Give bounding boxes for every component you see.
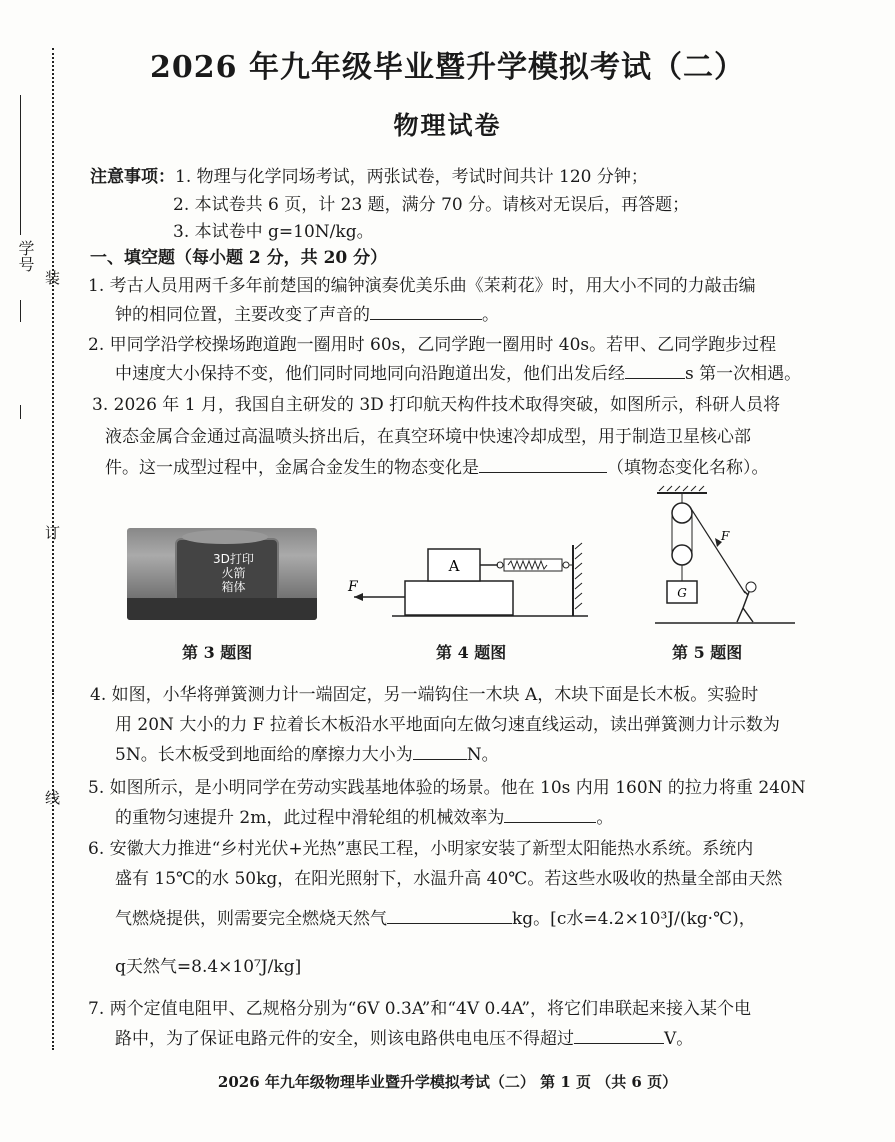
q4-text: 5N。长木板受到地面给的摩擦力大小为 bbox=[115, 745, 413, 765]
notice-label: 注意事项： bbox=[90, 167, 175, 187]
q6-line bbox=[115, 904, 756, 929]
binding-char-zhuang: 装 bbox=[43, 270, 61, 285]
q4-line: 4. 如图，小华将弹簧测力计一端固定，另一端钩住一木块 A，木块下面是长木板。实验时 bbox=[90, 685, 759, 705]
answer-blank[interactable] bbox=[479, 455, 607, 473]
fig3-caption: 第 3 题图 bbox=[182, 643, 253, 662]
answer-blank[interactable] bbox=[574, 1026, 664, 1044]
fig3-label: 火箭 bbox=[221, 566, 246, 580]
q2-text: 中速度大小保持不变，他们同时同地同向沿跑道出发，他们出发后经 bbox=[115, 364, 625, 384]
q7-line: 7. 两个定值电阻甲、乙规格分别为“6V 0.3A”和“4V 0.4A”，将它们串联起来接入某个电 bbox=[88, 999, 752, 1019]
exam-title: 2026 年九年级毕业暨升学模拟考试（二） bbox=[150, 50, 745, 85]
fig4-force-label: F bbox=[348, 579, 358, 595]
fig5-force-label: F bbox=[721, 529, 730, 543]
fig5-fixed-pulley bbox=[672, 503, 692, 523]
binding-char-ding: 订 bbox=[43, 525, 61, 540]
q6-line: 盛有 15℃的水 50kg，在阳光照射下，水温升高 40℃。若这些水吸收的热量全部由天然 bbox=[115, 869, 783, 889]
q1-text: 。 bbox=[482, 305, 499, 325]
q3-text: 件。这一成型过程中，金属合金发生的物态变化是 bbox=[105, 458, 479, 478]
q3-line: 3. 2026 年 1 月，我国自主研发的 3D 打印航天构件技术取得突破，如图所示，科研人员将 bbox=[92, 395, 781, 415]
q3-text: （填物态变化名称）。 bbox=[607, 458, 769, 478]
margin-mark bbox=[20, 300, 21, 322]
q7-text: 路中，为了保证电路元件的安全，则该电路供电电压不得超过 bbox=[115, 1029, 574, 1049]
fig4-caption: 第 4 题图 bbox=[436, 643, 507, 662]
notice-item: 2. 本试卷共 6 页，计 23 题，满分 70 分。请核对无误后，再答题； bbox=[173, 195, 690, 215]
answer-blank[interactable] bbox=[625, 361, 685, 379]
q2-text: s 第一次相遇。 bbox=[685, 364, 802, 384]
fig5-person bbox=[746, 582, 756, 592]
fig3-rocket-tank-photo bbox=[127, 528, 317, 620]
notice-line-1 bbox=[90, 162, 648, 187]
fig4-spring-scale-diagram bbox=[340, 535, 590, 625]
notice-item: 1. 物理与化学同场考试，两张试卷，考试时间共计 120 分钟； bbox=[175, 167, 648, 187]
answer-blank[interactable] bbox=[370, 302, 482, 320]
q4-line: 用 20N 大小的力 F 拉着长木板沿水平地面向左做匀速直线运动，读出弹簧测力计示数为 bbox=[115, 715, 780, 735]
q6-line: 6. 安徽大力推进“乡村光伏+光热”惠民工程，小明家安装了新型太阳能热水系统。系统内 bbox=[88, 839, 754, 859]
page-footer: 2026 年九年级物理毕业暨升学模拟考试（二） 第 1 页 （共 6 页） bbox=[217, 1073, 678, 1091]
q5-line bbox=[115, 803, 613, 828]
margin-mark bbox=[20, 405, 21, 419]
answer-blank[interactable] bbox=[387, 906, 512, 924]
fig4-long-board bbox=[405, 581, 513, 615]
q6-text: kg。[c水=4.2×10³J/(kg·℃)， bbox=[512, 909, 756, 929]
q1-text: 钟的相同位置，主要改变了声音的 bbox=[115, 305, 370, 325]
fig3-label: 箱体 bbox=[221, 580, 246, 594]
q4-line bbox=[115, 740, 499, 765]
q1-line: 1. 考古人员用两千多年前楚国的编钟演奏优美乐曲《茉莉花》时，用大小不同的力敲击编 bbox=[88, 276, 756, 296]
exam-subtitle: 物理试卷 bbox=[393, 111, 502, 140]
q5-text: 。 bbox=[596, 808, 614, 828]
fig5-caption: 第 5 题图 bbox=[672, 643, 743, 662]
answer-blank[interactable] bbox=[504, 805, 596, 823]
section-heading: 一、填空题（每小题 2 分，共 20 分） bbox=[90, 248, 388, 268]
q1-line bbox=[115, 300, 499, 325]
fig3-label: 3D打印 bbox=[213, 552, 254, 566]
fig5-pulley-diagram bbox=[645, 485, 795, 630]
q5-text: 的重物匀速提升 2m，此过程中滑轮组的机械效率为 bbox=[115, 808, 505, 828]
binding-dotted-line bbox=[52, 690, 54, 1050]
fig5-weight-label: G bbox=[677, 586, 687, 600]
fig4-block-label: A bbox=[448, 557, 460, 575]
q2-line: 2. 甲同学沿学校操场跑道跑一圈用时 60s，乙同学跑一圈用时 40s。若甲、乙同学跑步过程 bbox=[88, 335, 777, 355]
binding-char-xian: 线 bbox=[43, 790, 61, 805]
q7-text: V。 bbox=[664, 1029, 694, 1049]
q4-text: N。 bbox=[466, 745, 499, 765]
q3-line bbox=[105, 453, 769, 478]
q2-line bbox=[115, 359, 801, 384]
q6-line: q天然气=8.4×10⁷J/kg] bbox=[115, 957, 302, 977]
notice-item: 3. 本试卷中 g=10N/kg。 bbox=[173, 222, 374, 242]
q5-line: 5. 如图所示，是小明同学在劳动实践基地体验的场景。他在 10s 内用 160N 的拉力将重 240N bbox=[88, 778, 806, 798]
seat-number-label: 学号 bbox=[16, 240, 35, 272]
fig5-movable-pulley bbox=[672, 545, 692, 565]
q7-line bbox=[115, 1024, 693, 1049]
q3-line: 液态金属合金通过高温喷头挤出后，在真空环境中快速冷却成型，用于制造卫星核心部 bbox=[105, 427, 751, 447]
answer-blank[interactable] bbox=[413, 742, 467, 760]
q6-text: 气燃烧提供，则需要完全燃烧天然气 bbox=[115, 909, 387, 929]
